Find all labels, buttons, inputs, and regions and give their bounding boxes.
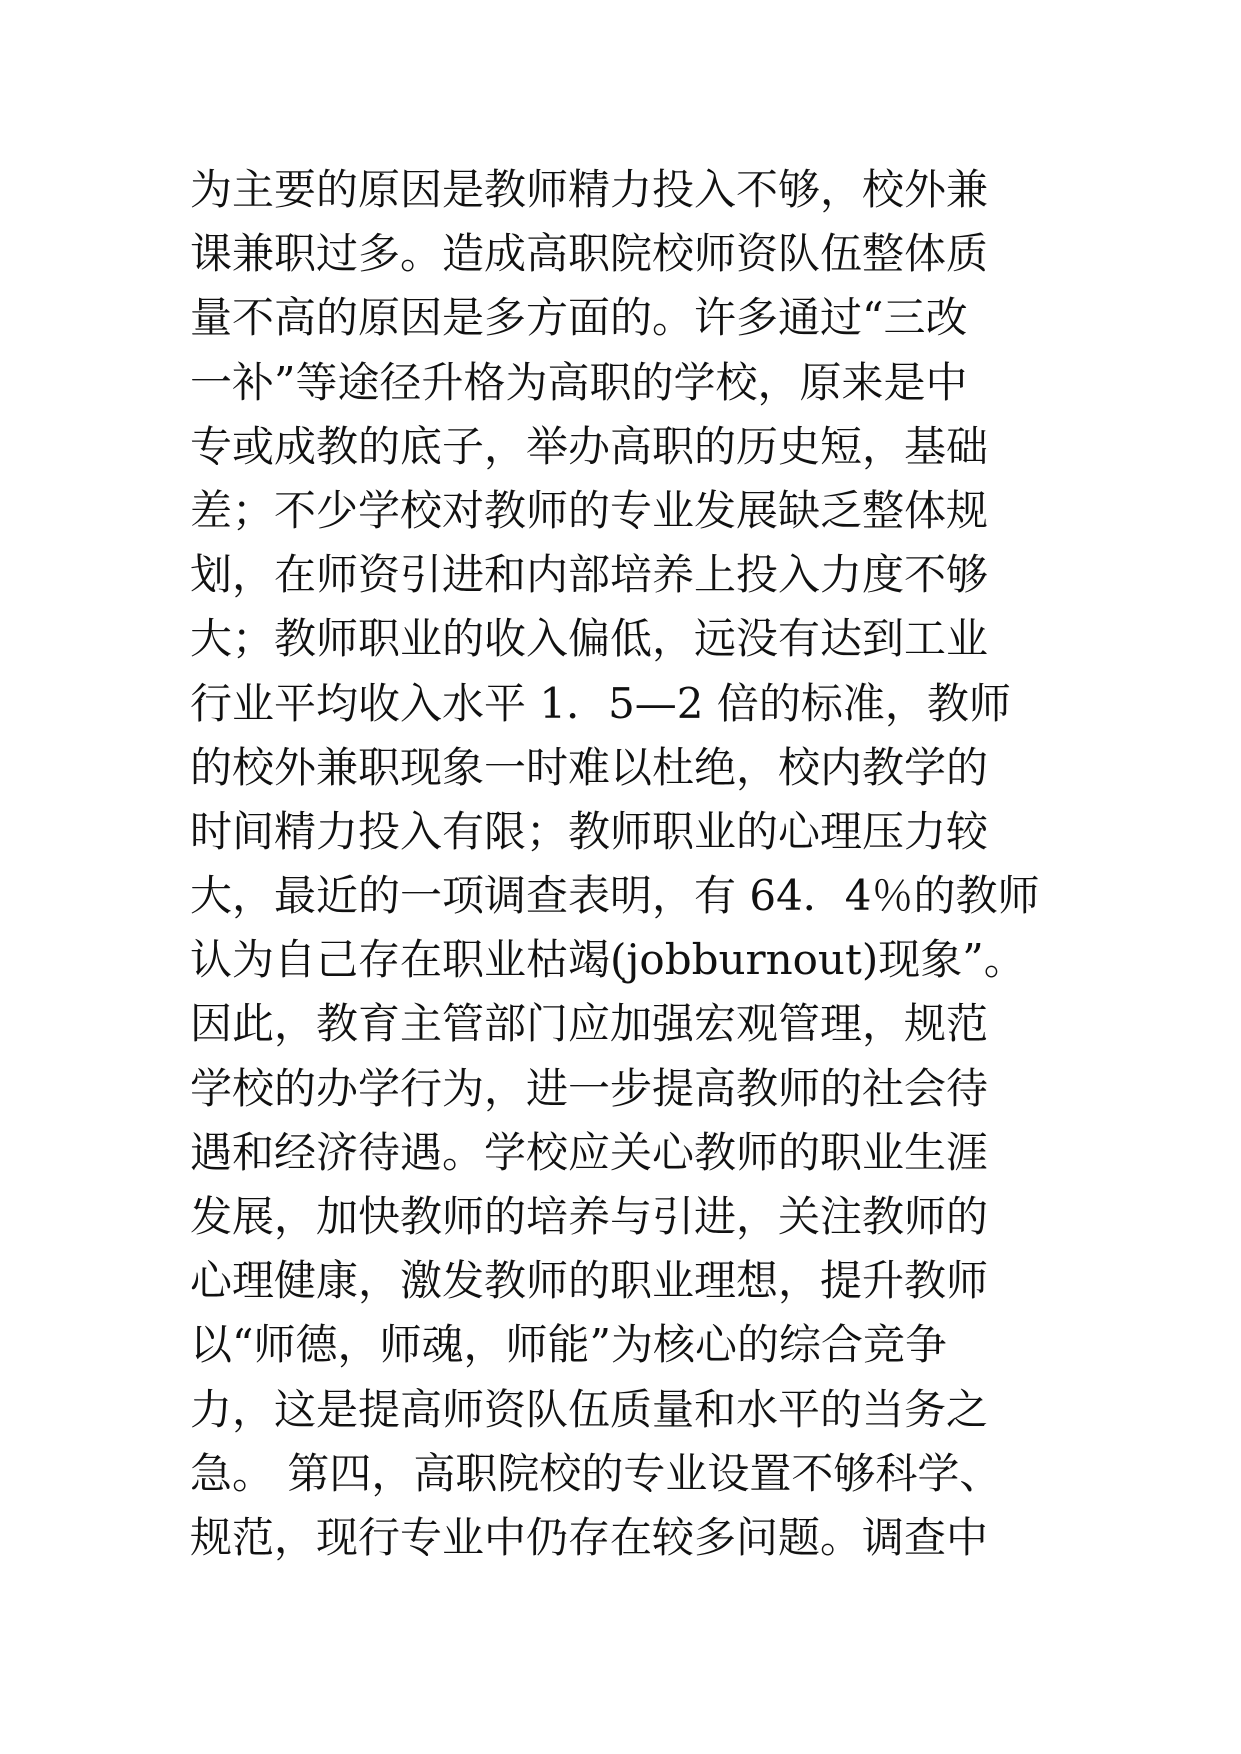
text-line: 为主要的原因是教师精力投入不够，校外兼 [190, 165, 989, 214]
text-line: 力，这是提高师资队伍质量和水平的当务之 [190, 1384, 989, 1434]
text-line: 大，最近的一项调查表明，有 64．4％的教师 [190, 871, 1040, 921]
text-line: 划，在师资引进和内部培养上投入力度不够 [190, 550, 989, 600]
text-line: 量不高的原因是多方面的。许多通过“三改 [190, 293, 968, 343]
text-line: 急。 第四，高职院校的专业设置不够科学、 [190, 1448, 1002, 1498]
text-line: 心理健康，激发教师的职业理想，提升教师 [190, 1256, 989, 1306]
text-line: 专或成教的底子，举办高职的历史短，基础 [190, 421, 989, 471]
text-line: 一补”等途径升格为高职的学校，原来是中 [190, 357, 968, 407]
text-line: 课兼职过多。造成高职院校师资队伍整体质 [190, 229, 989, 279]
text-line: 行业平均收入水平 1．5—2 倍的标准，教师 [190, 678, 1011, 728]
text-line: 因此，教育主管部门应加强宏观管理，规范 [190, 999, 989, 1049]
text-line: 时间精力投入有限；教师职业的心理压力较 [190, 806, 989, 856]
text-line: 遇和经济待遇。学校应关心教师的职业生涯 [190, 1127, 989, 1177]
text-line: 学校的办学行为，进一步提高教师的社会待 [190, 1063, 989, 1113]
text-line: 差；不少学校对教师的专业发展缺乏整体规 [190, 485, 989, 535]
text-line: 发展，加快教师的培养与引进，关注教师的 [190, 1192, 989, 1241]
text-line: 认为自己存在职业枯竭(jobburnout)现象”。 [190, 935, 1026, 985]
text-line: 的校外兼职现象一时难以杜绝，校内教学的 [190, 742, 989, 792]
text-line: 规范，现行专业中仍存在较多问题。调查中 [190, 1512, 989, 1562]
text-line: 大；教师职业的收入偏低，远没有达到工业 [190, 614, 989, 664]
text-line: 以“师德，师魂，师能”为核心的综合竞争 [190, 1320, 947, 1370]
body-text [190, 158, 1070, 1570]
